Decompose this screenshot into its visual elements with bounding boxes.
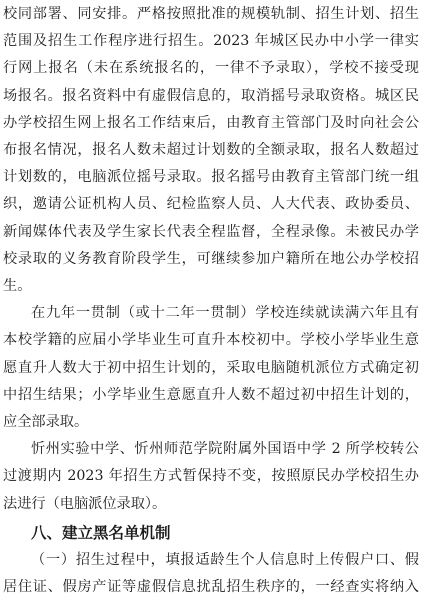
text-line: 本校学籍的应届小学毕业生可直升本校初中。学校小学毕业生意: [3, 332, 419, 349]
text-line: 法进行（电脑派位录取）。: [3, 495, 167, 512]
text-line: 校同部署、同安排。严格按照批准的规模轨制、招生计划、招生: [3, 6, 419, 22]
text-line: 愿直升人数大于初中招生计划的，采取电脑随机派位方式确定初: [3, 359, 419, 376]
text-line: 居住证、假房产证等虚假信息扰乱招生秩序的，一经查实将纳入: [3, 579, 419, 596]
text-line: 中招生结果；小学毕业生意愿直升人数不超过初中招生计划的，: [3, 386, 419, 403]
text-line: 应全部录取。: [3, 414, 89, 430]
text-line: 行网上报名（未在系统报名的，一律不予录取），学校不接受现: [3, 60, 419, 77]
text-line: 织，邀请公证机构人员、纪检监察人员、人大代表、政协委员、: [3, 196, 419, 213]
text-line: 忻州实验中学、忻州师范学院附属外国语中学 2 所学校转公: [31, 441, 419, 458]
text-line: 范围及招生工作程序进行招生。2023 年城区民办中小学一律实: [3, 33, 419, 50]
text-line: 过渡期内 2023 年招生方式暂保持不变，按照原民办学校招生办: [3, 468, 419, 485]
text-line: 布报名情况，报名人数未超过计划数的全额录取，报名人数超过: [3, 142, 419, 158]
text-line: 办学校招生网上报名工作结束后，由教育主管部门及时向社会公: [3, 114, 419, 131]
text-line: 在九年一贯制（或十二年一贯制）学校连续就读满六年且有: [31, 305, 419, 322]
text-line: （一）招生过程中，填报适龄生个人信息时上传假户口、假: [31, 552, 419, 568]
text-line: 校录取的义务教育阶段学生，可继续参加户籍所在地公办学校招: [3, 250, 419, 267]
text-line: 计划数的，电脑派位摇号录取。报名摇号由教育主管部门统一组: [3, 169, 419, 186]
section-heading: 八、建立黑名单机制: [31, 523, 171, 542]
text-line: 新闻媒体代表及学生家长代表全程监督，全程录像。未被民办学: [3, 223, 419, 240]
text-line: 场报名。报名资料中有虚假信息的，取消摇号录取资格。城区民: [3, 87, 419, 104]
text-line: 生。: [3, 278, 32, 294]
